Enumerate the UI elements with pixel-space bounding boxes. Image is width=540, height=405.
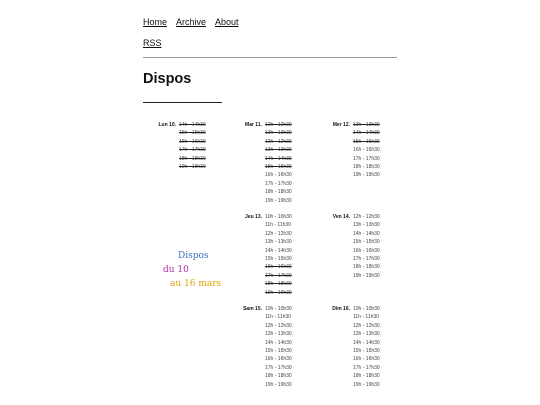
time-slot: 18h - 18h30	[265, 373, 292, 380]
time-slot: 12h - 12h30	[353, 322, 380, 329]
day-header	[330, 121, 380, 129]
time-slot: 19h - 19h30	[265, 381, 292, 388]
time-slot: 16h - 16h30	[265, 172, 292, 179]
day-block-jeu	[242, 213, 292, 297]
time-slot: 15h - 15h30	[265, 164, 292, 171]
time-slot: 17h - 17h30	[265, 272, 292, 279]
day-header	[330, 213, 380, 221]
time-slot: 16h - 16h30	[353, 147, 380, 154]
time-slot: 16h - 16h30	[265, 264, 292, 271]
day-header	[242, 121, 292, 129]
time-slot: 17h - 17h30	[353, 155, 380, 162]
time-slot: 10h - 10h30	[265, 214, 292, 220]
caption-line-3: au 16 mars	[170, 279, 222, 289]
time-slot: 16h - 16h30	[179, 138, 206, 145]
time-slot: 13h - 13h30	[265, 331, 292, 338]
day-name: Mer 12.	[332, 122, 350, 128]
title-underline	[143, 102, 222, 103]
time-slot: 15h - 15h30	[265, 348, 292, 355]
time-slot: 19h - 19h30	[353, 272, 380, 279]
day-header	[242, 305, 292, 313]
day-block-mar	[242, 121, 292, 205]
day-block-ven	[330, 213, 380, 280]
time-slot: 14h - 14h30	[265, 247, 292, 254]
day-name: Mar 11.	[245, 122, 262, 128]
time-slot: 18h - 18h30	[353, 264, 380, 271]
day-header	[242, 213, 292, 221]
time-slot: 15h - 15h30	[265, 256, 292, 263]
time-slot: 13h - 13h30	[353, 331, 380, 338]
time-slot: 17h - 17h30	[179, 147, 206, 154]
day-name: Lun 10.	[158, 122, 176, 128]
time-slot: 17h - 17h30	[353, 256, 380, 263]
day-name: Jeu 13.	[245, 214, 262, 220]
time-slot: 14h - 14h30	[265, 339, 292, 346]
time-slot: 14h - 14h30	[353, 130, 380, 137]
time-slot: 14h - 14h30	[179, 122, 206, 128]
time-slot: 10h - 10h30	[265, 306, 292, 312]
time-slot: 12h - 12h30	[265, 322, 292, 329]
time-slot: 14h - 14h30	[265, 155, 292, 162]
time-slot: 17h - 17h30	[265, 364, 292, 371]
time-slot: 12h - 12h30	[265, 230, 292, 237]
page-title: Dispos	[143, 71, 192, 87]
day-block-lun	[156, 121, 206, 171]
day-block-dim	[330, 305, 380, 389]
time-slot: 15h - 15h30	[353, 348, 380, 355]
time-slot: 12h - 12h30	[265, 138, 292, 145]
time-slot: 13h - 13h30	[265, 147, 292, 154]
time-slot: 19h - 19h30	[265, 289, 292, 296]
time-slot: 14h - 14h30	[353, 230, 380, 237]
time-slot: 18h - 18h30	[353, 164, 380, 171]
time-slot: 19h - 19h30	[179, 164, 206, 171]
day-header	[330, 305, 380, 313]
caption-line-1: Dispos	[178, 251, 209, 261]
time-slot: 19h - 19h30	[353, 172, 380, 179]
time-slot: 18h - 18h30	[265, 281, 292, 288]
time-slot: 14h - 14h30	[353, 339, 380, 346]
time-slot: 15h - 15h30	[353, 239, 380, 246]
time-slot: 13h - 13h30	[265, 130, 292, 137]
day-name: Ven 14.	[332, 214, 350, 220]
time-slot: 18h - 18h30	[353, 373, 380, 380]
time-slot: 11h - 11h30	[353, 314, 379, 321]
nav-link-rss[interactable]: RSS	[143, 38, 162, 48]
time-slot: 11h - 11h30	[265, 222, 291, 229]
time-slot: 11h - 11h30	[265, 314, 291, 321]
day-name: Sam 15.	[243, 306, 262, 312]
time-slot: 16h - 16h30	[353, 356, 380, 363]
nav-link-home[interactable]: Home	[143, 17, 168, 27]
time-slot: 12h - 12h30	[353, 214, 380, 220]
time-slot: 13h - 13h30	[265, 239, 292, 246]
site-nav	[143, 16, 397, 50]
time-slot: 15h - 15h30	[179, 130, 206, 137]
time-slot: 17h - 17h30	[353, 364, 380, 371]
time-slot: 16h - 16h30	[353, 247, 380, 254]
time-slot: 13h - 13h30	[353, 122, 380, 128]
day-header	[156, 121, 206, 129]
time-slot: 10h - 10h30	[353, 306, 380, 312]
day-block-mer	[330, 121, 380, 180]
availability-image	[143, 118, 397, 390]
caption-line-2: du 10	[163, 265, 189, 275]
time-slot: 19h - 19h30	[265, 197, 292, 204]
day-name: Dim 16.	[332, 306, 350, 312]
day-block-sam	[242, 305, 292, 389]
header-divider	[143, 57, 397, 58]
time-slot: 12h - 12h30	[265, 122, 292, 128]
nav-link-archive[interactable]: Archive	[176, 17, 207, 27]
time-slot: 18h - 18h30	[265, 189, 292, 196]
time-slot: 16h - 16h30	[265, 356, 292, 363]
nav-link-about[interactable]: About	[215, 17, 239, 27]
time-slot: 17h - 17h30	[265, 180, 292, 187]
time-slot: 13h - 13h30	[353, 222, 380, 229]
time-slot: 18h - 18h30	[179, 155, 206, 162]
time-slot: 15h - 15h30	[353, 138, 380, 145]
time-slot: 19h - 19h30	[353, 381, 380, 388]
